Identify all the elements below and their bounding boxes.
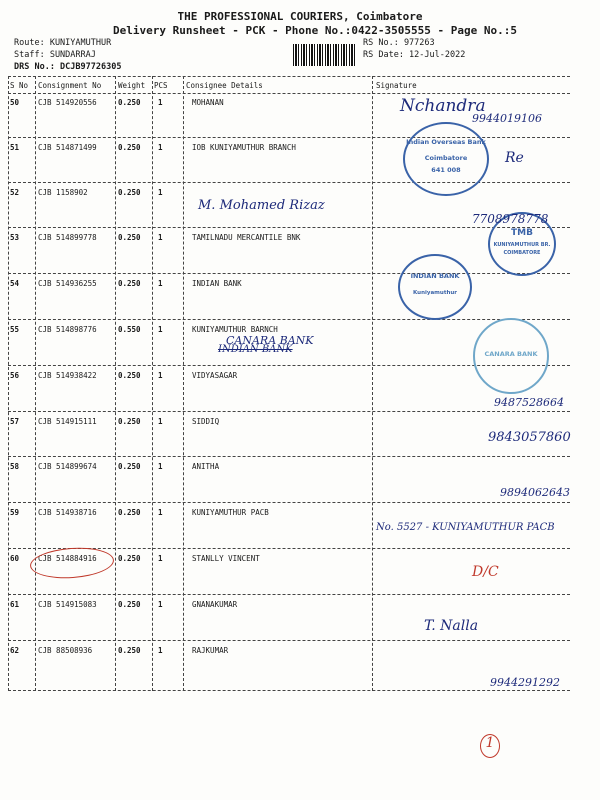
row-rule [8, 182, 570, 183]
row-rule [8, 273, 570, 274]
row-consignee: INDIAN BANK [192, 279, 242, 288]
row-pcs: 1 [158, 233, 163, 242]
document-subtitle: Delivery Runsheet - PCK - Phone No.:0422-3505555 - Page No.:5 [113, 24, 517, 37]
row-rule [8, 640, 570, 641]
iob-stamp: Indian Overseas Bank Coimbatore 641 008 [403, 122, 489, 196]
row-pcs: 1 [158, 462, 163, 471]
row-pcs: 1 [158, 325, 163, 334]
note-55-b: INDIAN BANK [218, 344, 293, 355]
row-consignment: CJB 514938716 [38, 508, 97, 517]
row-sno: 51 [10, 143, 20, 152]
row-rule [8, 594, 570, 595]
row-consignment: CJB 514884916 [38, 554, 97, 563]
row-sno: 56 [10, 371, 20, 380]
tmb-stamp: TMB KUNIYAMUTHUR BR. COIMBATORE [488, 212, 556, 276]
row-consignment: CJB 514898776 [38, 325, 97, 334]
col-signature: Signature [376, 81, 417, 90]
row-weight: 0.250 [118, 143, 141, 152]
row-weight: 0.250 [118, 508, 141, 517]
row-pcs: 1 [158, 417, 163, 426]
row-weight: 0.250 [118, 371, 141, 380]
indian-bank-stamp: INDIAN BANK Kuniyamuthur [398, 254, 472, 320]
row-rule [8, 319, 570, 320]
row-consignment: CJB 514871499 [38, 143, 97, 152]
row-weight: 0.250 [118, 462, 141, 471]
row-sno: 55 [10, 325, 20, 334]
row-consignee: TAMILNADU MERCANTILE BNK [192, 233, 301, 242]
row-consignee: KUNIYAMUTHUR BARNCH [192, 325, 278, 334]
canara-bank-stamp: CANARA BANK [473, 318, 549, 394]
row-weight: 0.250 [118, 600, 141, 609]
row-weight: 0.550 [118, 325, 141, 334]
drs-number: DRS No.: DCJB97726305 [14, 62, 122, 72]
row-weight: 0.250 [118, 233, 141, 242]
col-consignee: Consignee Details [186, 81, 263, 90]
row-consignee: STANLLY VINCENT [192, 554, 260, 563]
row-consignment: CJB 514899674 [38, 462, 97, 471]
row-sno: 57 [10, 417, 20, 426]
row-consignment: CJB 88508936 [38, 646, 93, 655]
row-pcs: 1 [158, 143, 163, 152]
row-weight: 0.250 [118, 554, 141, 563]
staff-label: Staff: SUNDARRAJ [14, 50, 96, 60]
row-consignee: KUNIYAMUTHUR PACB [192, 508, 269, 517]
row-consignment: CJB 514915111 [38, 417, 97, 426]
row-rule [8, 690, 570, 691]
row-sno: 59 [10, 508, 20, 517]
row-weight: 0.250 [118, 417, 141, 426]
phone-57: 9843057860 [488, 430, 571, 445]
col-consignment: Consignment No [38, 81, 102, 90]
row-consignment: CJB 514920556 [38, 98, 97, 107]
col-sno: S No [10, 81, 29, 90]
row-weight: 0.250 [118, 279, 141, 288]
row-consignee: VIDYASAGAR [192, 371, 238, 380]
table-row [0, 600, 600, 645]
table-row [0, 462, 600, 507]
row-pcs: 1 [158, 188, 163, 197]
rs-number: RS No.: 977263 [363, 38, 435, 48]
barcode [293, 44, 357, 66]
col-weight: Weight [118, 81, 146, 90]
row-rule [8, 456, 570, 457]
row-sno: 62 [10, 646, 20, 655]
phone-58: 9894062643 [500, 486, 570, 499]
row-weight: 0.250 [118, 188, 141, 197]
mark-60: D/C [472, 564, 499, 580]
row-sno: 50 [10, 98, 20, 107]
row-pcs: 1 [158, 646, 163, 655]
phone-50: 9944019106 [472, 112, 542, 125]
page-mark: 1 [480, 734, 500, 758]
row-pcs: 1 [158, 371, 163, 380]
row-consignee: RAJKUMAR [192, 646, 229, 655]
signature-61: T. Nalla [424, 618, 479, 634]
row-consignee: SIDDIQ [192, 417, 220, 426]
row-sno: 52 [10, 188, 20, 197]
signature-59: No. 5527 - KUNIYAMUTHUR PACB [376, 522, 555, 533]
row-pcs: 1 [158, 554, 163, 563]
row-pcs: 1 [158, 279, 163, 288]
table-top-rule [8, 76, 570, 77]
row-sno: 61 [10, 600, 20, 609]
row-rule [8, 502, 570, 503]
phone-52: 7708978778 [472, 212, 549, 226]
row-rule [8, 411, 570, 412]
row-consignment: CJB 514915083 [38, 600, 97, 609]
row-consignment: CJB 514899778 [38, 233, 97, 242]
row-consignee: GNANAKUMAR [192, 600, 238, 609]
phone-62: 9944291292 [490, 676, 560, 689]
row-pcs: 1 [158, 508, 163, 517]
row-weight: 0.250 [118, 98, 141, 107]
col-pcs: PCS [154, 81, 168, 90]
row-consignee: ANITHA [192, 462, 220, 471]
row-sno: 53 [10, 233, 20, 242]
row-pcs: 1 [158, 98, 163, 107]
mark-51: Re [505, 150, 524, 166]
row-weight: 0.250 [118, 646, 141, 655]
row-sno: 54 [10, 279, 20, 288]
row-consignment: CJB 514938422 [38, 371, 97, 380]
rs-date: RS Date: 12-Jul-2022 [363, 50, 466, 60]
signature-50: Nchandra [400, 96, 486, 116]
row-pcs: 1 [158, 600, 163, 609]
phone-56: 9487528664 [494, 396, 564, 409]
row-consignment: CJB 1158902 [38, 188, 88, 197]
header-rule [8, 93, 570, 94]
note-55-a: CANARA BANK [226, 334, 314, 347]
route-label: Route: KUNIYAMUTHUR [14, 38, 112, 48]
row-sno: 60 [10, 554, 20, 563]
row-consignee: MOHANAN [192, 98, 224, 107]
row-consignee: IOB KUNIYAMUTHUR BRANCH [192, 143, 296, 152]
name-52: M. Mohamed Rizaz [198, 198, 325, 213]
document-title: THE PROFESSIONAL COURIERS, Coimbatore [177, 10, 423, 23]
row-sno: 58 [10, 462, 20, 471]
row-rule [8, 227, 570, 228]
row-consignment: CJB 514936255 [38, 279, 97, 288]
